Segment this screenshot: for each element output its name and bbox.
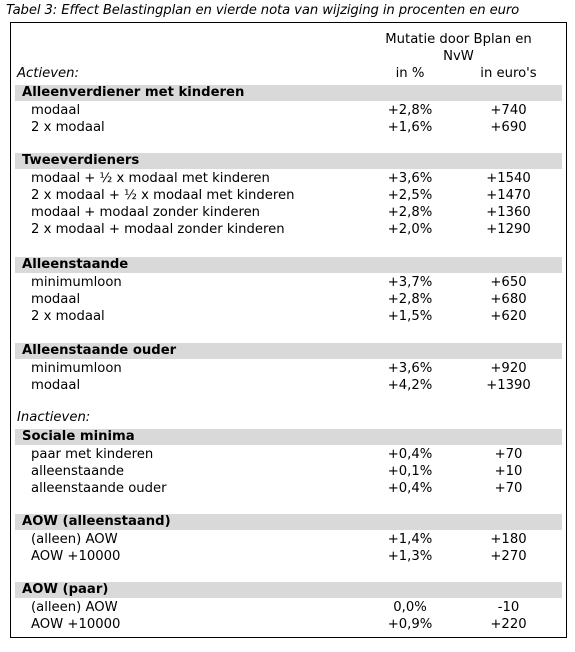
row-percent: +0,1% — [387, 464, 433, 479]
row-euro: +740 — [490, 103, 527, 118]
row-euro: +1540 — [486, 171, 531, 186]
table-row — [11, 616, 566, 633]
section-title: Tweeverdieners — [22, 153, 140, 168]
row-percent: +2,8% — [387, 292, 433, 307]
table-row — [11, 463, 566, 480]
row-percent: +1,4% — [387, 532, 433, 547]
row-euro: +920 — [490, 361, 527, 376]
row-label: paar met kinderen — [31, 447, 154, 462]
header-actieven-label: Actieven: — [17, 66, 79, 81]
section-header — [15, 582, 562, 598]
table-row — [11, 377, 566, 394]
section-title: AOW (alleenstaand) — [22, 514, 171, 529]
section-title: Alleenverdiener met kinderen — [22, 85, 245, 100]
row-percent: +3,6% — [387, 171, 433, 186]
section-header — [15, 257, 562, 273]
row-label: modaal — [31, 103, 81, 118]
row-label: minimumloon — [31, 361, 122, 376]
row-euro: +220 — [490, 617, 527, 632]
row-label: minimumloon — [31, 275, 122, 290]
header-group-line2: NvW — [443, 49, 474, 64]
table-row — [11, 119, 566, 136]
row-percent: +3,6% — [387, 361, 433, 376]
row-percent: +1,5% — [387, 309, 433, 324]
row-label: 2 x modaal — [31, 309, 105, 324]
header-group-line1: Mutatie door Bplan en — [385, 32, 532, 47]
row-label: (alleen) AOW — [31, 600, 118, 615]
row-euro: +1390 — [486, 378, 531, 393]
row-label: modaal + modaal zonder kinderen — [31, 205, 261, 220]
section-header — [15, 429, 562, 445]
row-euro: +270 — [490, 549, 527, 564]
table-row — [11, 102, 566, 119]
table-row — [11, 204, 566, 221]
row-label: modaal + ½ x modaal met kinderen — [31, 171, 270, 186]
table-row — [11, 274, 566, 291]
table-row — [11, 187, 566, 204]
row-percent: +3,7% — [387, 275, 433, 290]
row-percent: +1,3% — [387, 549, 433, 564]
table-caption: Tabel 3: Effect Belastingplan en vierde nota van wijziging in procenten en euro — [6, 3, 520, 18]
table-row — [11, 170, 566, 187]
inactieven-label: Inactieven: — [17, 410, 91, 425]
row-euro: +650 — [490, 275, 527, 290]
table-row — [11, 480, 566, 497]
table-row — [11, 548, 566, 565]
section-header — [15, 514, 562, 530]
row-percent: +2,0% — [387, 222, 433, 237]
row-percent: +2,8% — [387, 205, 433, 220]
row-euro: +1290 — [486, 222, 531, 237]
row-percent: +0,9% — [387, 617, 433, 632]
row-label: 2 x modaal + modaal zonder kinderen — [31, 222, 285, 237]
row-euro: +70 — [494, 481, 523, 496]
row-euro: -10 — [497, 600, 520, 615]
row-percent: 0,0% — [393, 600, 427, 615]
table-row — [11, 360, 566, 377]
table-row — [11, 221, 566, 238]
row-euro: +620 — [490, 309, 527, 324]
section-header — [15, 153, 562, 169]
row-label: alleenstaande — [31, 464, 125, 479]
table-frame — [10, 22, 567, 638]
row-euro: +680 — [490, 292, 527, 307]
row-percent: +0,4% — [387, 481, 433, 496]
row-euro: +1470 — [486, 188, 531, 203]
row-percent: +2,5% — [387, 188, 433, 203]
row-euro: +70 — [494, 447, 523, 462]
header-col-euro: in euro's — [480, 66, 537, 81]
section-title: AOW (paar) — [22, 582, 109, 597]
table-row — [11, 291, 566, 308]
table-row — [11, 308, 566, 325]
row-label: AOW +10000 — [31, 617, 121, 632]
row-label: (alleen) AOW — [31, 532, 118, 547]
row-euro: +1360 — [486, 205, 531, 220]
row-euro: +690 — [490, 120, 527, 135]
section-title: Sociale minima — [22, 429, 135, 444]
section-header — [15, 343, 562, 359]
row-percent: +1,6% — [387, 120, 433, 135]
header-col-percent: in % — [395, 66, 425, 81]
section-title: Alleenstaande ouder — [22, 343, 177, 358]
row-euro: +10 — [494, 464, 523, 479]
row-label: AOW +10000 — [31, 549, 121, 564]
table-row — [11, 446, 566, 463]
row-label: 2 x modaal — [31, 120, 105, 135]
row-percent: +0,4% — [387, 447, 433, 462]
row-label: modaal — [31, 378, 81, 393]
table-row — [11, 599, 566, 616]
table-row — [11, 531, 566, 548]
row-percent: +4,2% — [387, 378, 433, 393]
row-label: alleenstaande ouder — [31, 481, 167, 496]
row-label: modaal — [31, 292, 81, 307]
row-euro: +180 — [490, 532, 527, 547]
row-label: 2 x modaal + ½ x modaal met kinderen — [31, 188, 295, 203]
section-title: Alleenstaande — [22, 257, 129, 272]
row-percent: +2,8% — [387, 103, 433, 118]
section-header — [15, 85, 562, 101]
